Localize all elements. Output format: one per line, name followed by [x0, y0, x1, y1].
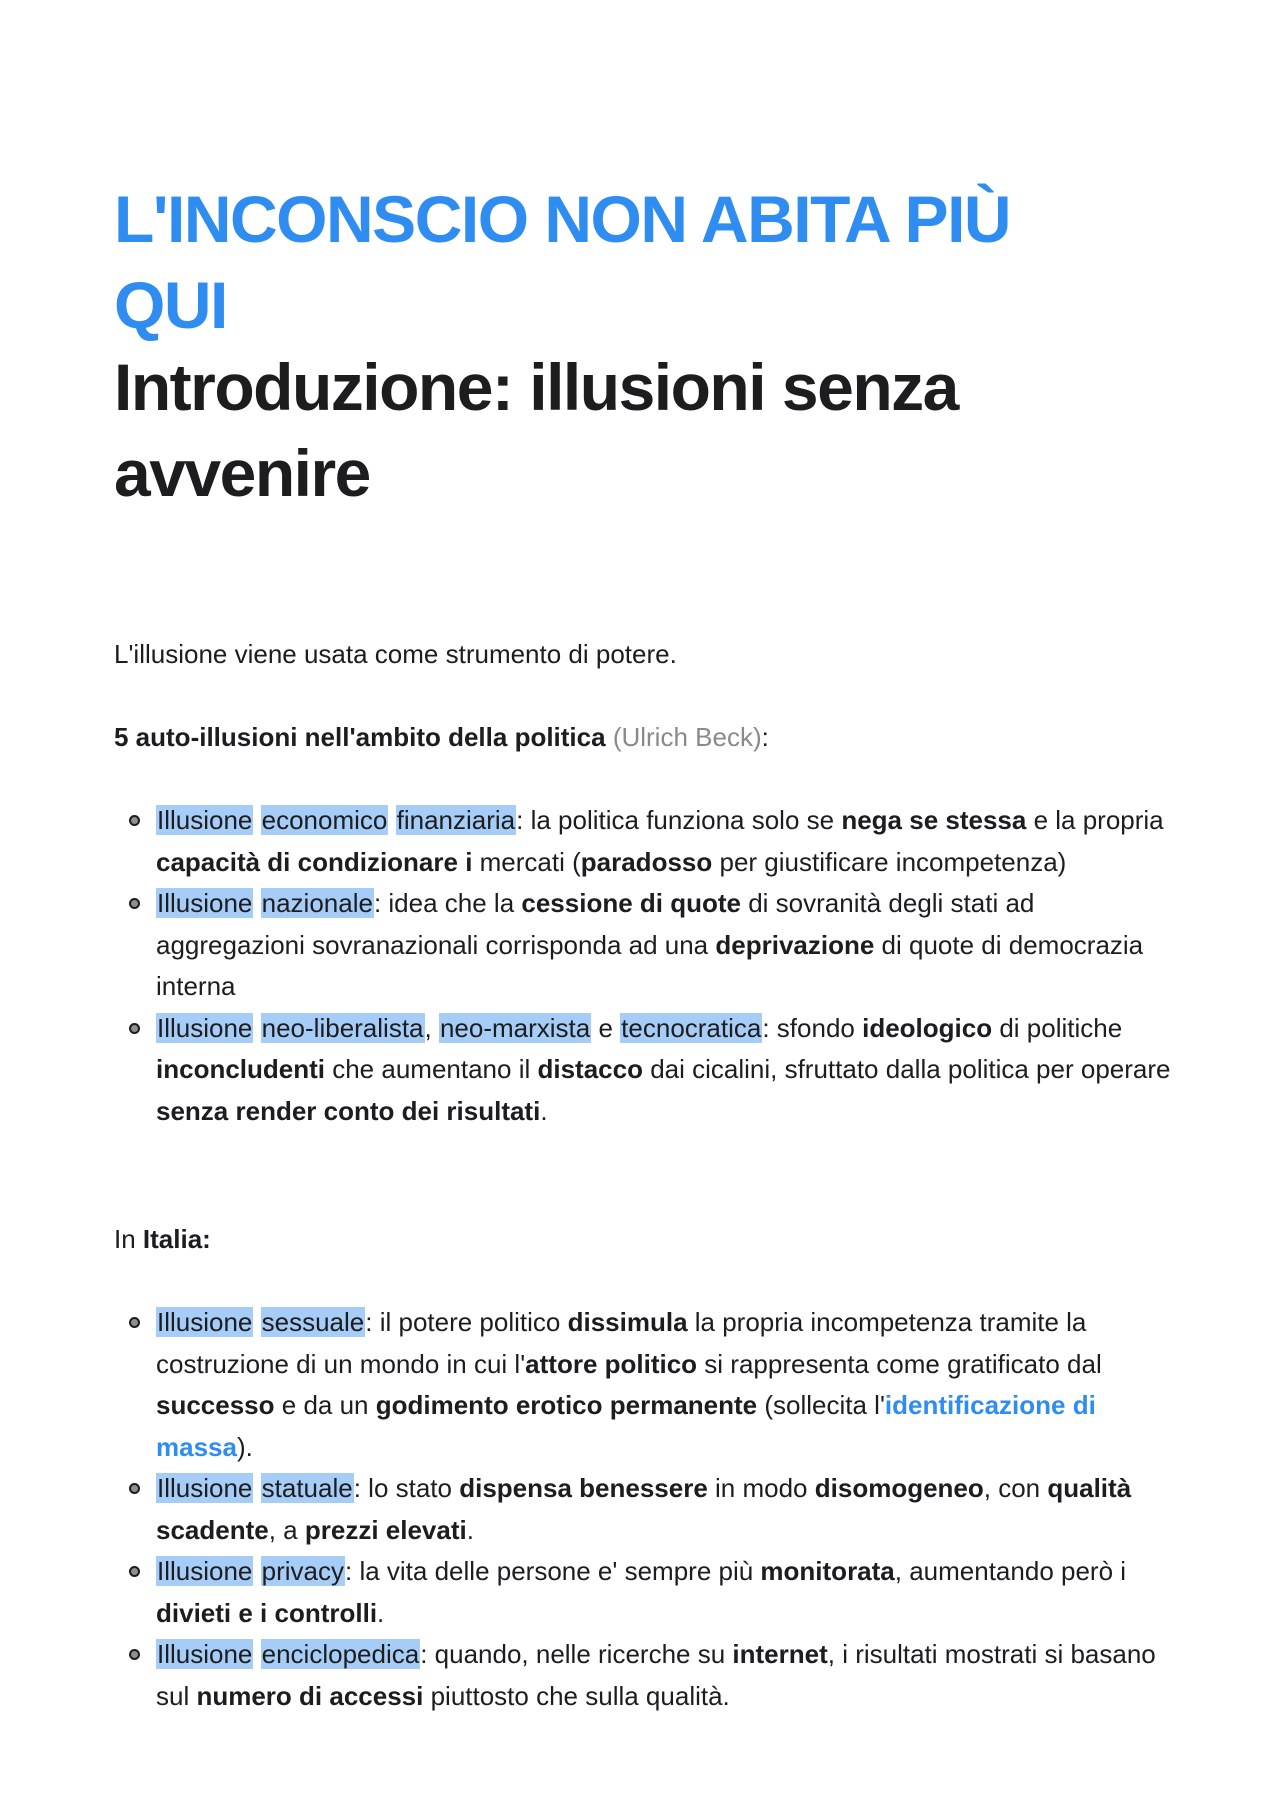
bold-text: prezzi elevati — [304, 1514, 467, 1545]
text-run: per giustificare incompetenza) — [712, 846, 1067, 877]
bold-text: paradosso — [580, 846, 713, 877]
bold-text: numero di accessi — [196, 1680, 424, 1711]
bold-text: dissimula — [567, 1307, 688, 1337]
link-text[interactable]: identificazione di massa — [156, 1390, 1096, 1462]
highlighted-term: Illusione — [157, 805, 253, 835]
section-heading-auto-illusioni — [114, 717, 1174, 759]
bold-text: nega se stessa — [841, 805, 1027, 835]
text-run: : idea che la — [373, 888, 522, 918]
highlighted-term: Illusione — [157, 1639, 253, 1669]
list-item — [114, 1468, 1174, 1551]
text-run — [253, 1013, 260, 1043]
list-item — [114, 883, 1174, 1008]
heading-colon: : — [761, 722, 769, 752]
italia-bold: Italia: — [142, 1224, 211, 1254]
text-run — [253, 1556, 260, 1586]
text-run: in modo — [707, 1473, 815, 1503]
text-run: si rappresenta come gratificato dal — [697, 1348, 1102, 1379]
highlighted-term: Illusione — [157, 1473, 253, 1503]
bold-text: distacco — [537, 1054, 643, 1084]
intro-paragraph: L'illusione viene usata come strumento di potere. — [114, 639, 677, 669]
bold-text: divieti e i controlli — [156, 1597, 378, 1628]
bullet-icon — [129, 815, 140, 826]
list-item — [114, 1551, 1174, 1634]
text-run: di sovranità degli stati ad aggregazioni sovranazionali corrisponda ad una — [156, 888, 1035, 960]
text-run: . — [377, 1597, 385, 1628]
bold-text: disomogeneo — [814, 1473, 984, 1503]
text-run: che aumentano il — [325, 1054, 538, 1084]
bold-text: capacità di condizionare i — [156, 846, 473, 877]
highlighted-term: finanziaria — [396, 805, 516, 835]
bold-text: senza render conto dei risultati — [156, 1095, 541, 1126]
text-run — [388, 805, 395, 835]
bold-text: godimento erotico permanente — [375, 1390, 758, 1420]
bold-text: internet — [732, 1639, 828, 1669]
text-run: (sollecita l' — [757, 1390, 885, 1420]
text-run: : sfondo — [762, 1012, 863, 1043]
bold-text: qualità scadente — [156, 1473, 1132, 1545]
text-run: , aumentando però i — [894, 1556, 1127, 1586]
highlighted-term: Illusione — [157, 1307, 253, 1337]
bullet-icon — [129, 898, 140, 909]
highlighted-term: statuale — [261, 1473, 353, 1503]
list-item — [114, 1634, 1174, 1717]
text-run: : il potere politico — [365, 1307, 568, 1337]
bullet-icon — [129, 1483, 140, 1494]
text-run: e — [591, 1012, 621, 1043]
text-run — [253, 1307, 260, 1337]
document-title: L'INCONSCIO NON ABITA PIÙ QUI — [114, 182, 1011, 342]
section-heading-bold: 5 auto-illusioni nell'ambito della politica — [114, 722, 606, 752]
section-heading-italia — [114, 1219, 1174, 1261]
bullet-icon — [129, 1566, 140, 1577]
list-item — [114, 1008, 1174, 1133]
text-run: : la vita delle persone e' sempre più — [345, 1556, 761, 1586]
text-run — [253, 1473, 260, 1503]
highlighted-term: Illusione — [157, 1556, 253, 1586]
text-run — [253, 1639, 260, 1669]
text-run: e da un — [274, 1390, 376, 1420]
bold-text: cessione di quote — [521, 888, 741, 918]
text-run: : quando, nelle ricerche su — [420, 1639, 733, 1669]
highlighted-term: enciclopedica — [261, 1639, 420, 1669]
document-subtitle: Introduzione: illusioni senza avvenire — [114, 350, 958, 510]
text-run: : lo stato — [353, 1473, 460, 1503]
highlighted-term: tecnocratica — [621, 1012, 762, 1043]
italia-illusioni-list — [114, 1302, 1174, 1717]
text-run: ). — [236, 1431, 253, 1462]
text-run — [253, 805, 260, 835]
bullet-icon — [129, 1023, 140, 1034]
text-run: , — [424, 1012, 439, 1043]
bold-text: monitorata — [760, 1556, 895, 1586]
highlighted-term: economico — [261, 805, 388, 835]
bold-text: successo — [156, 1390, 275, 1420]
bold-text: ideologico — [862, 1012, 993, 1043]
text-run: di quote di democrazia interna — [156, 929, 1144, 1001]
text-run: la propria incompetenza tramite la costruzione di un mondo in cui l' — [156, 1307, 1087, 1379]
highlighted-term: neo-liberalista — [261, 1012, 424, 1043]
bold-text: deprivazione — [715, 929, 875, 960]
highlighted-term: sessuale — [261, 1307, 365, 1337]
bold-text: dispensa benessere — [459, 1473, 708, 1503]
text-run: dai cicalini, sfruttato dalla politica per operare — [642, 1054, 1171, 1084]
highlighted-term: nazionale — [261, 888, 373, 918]
bullet-icon — [129, 1649, 140, 1660]
auto-illusioni-list — [114, 800, 1174, 1132]
highlighted-term: Illusione — [157, 888, 253, 918]
text-run: di politiche — [992, 1012, 1123, 1043]
italia-prefix: In — [114, 1224, 143, 1254]
list-item — [114, 800, 1174, 883]
author-reference: (Ulrich Beck) — [612, 722, 762, 752]
highlighted-term: neo-marxista — [439, 1012, 591, 1043]
bullet-icon — [129, 1317, 140, 1328]
highlighted-term: Illusione — [157, 1012, 253, 1043]
text-run: piuttosto che sulla qualità. — [423, 1680, 730, 1711]
bold-text: attore politico — [525, 1348, 698, 1379]
text-run: : la politica funziona solo se — [516, 805, 842, 835]
text-run: . — [540, 1095, 548, 1126]
text-run: mercati ( — [472, 846, 581, 877]
highlighted-term: privacy — [261, 1556, 344, 1586]
text-run: e la propria — [1026, 805, 1164, 835]
text-run: , i risultati mostrati si basano sul — [156, 1639, 1156, 1711]
bold-text: inconcludenti — [156, 1054, 325, 1084]
text-run: , a — [268, 1514, 305, 1545]
text-run: . — [466, 1514, 474, 1545]
text-run — [253, 888, 260, 918]
text-run: , con — [983, 1473, 1048, 1503]
list-item — [114, 1302, 1174, 1468]
